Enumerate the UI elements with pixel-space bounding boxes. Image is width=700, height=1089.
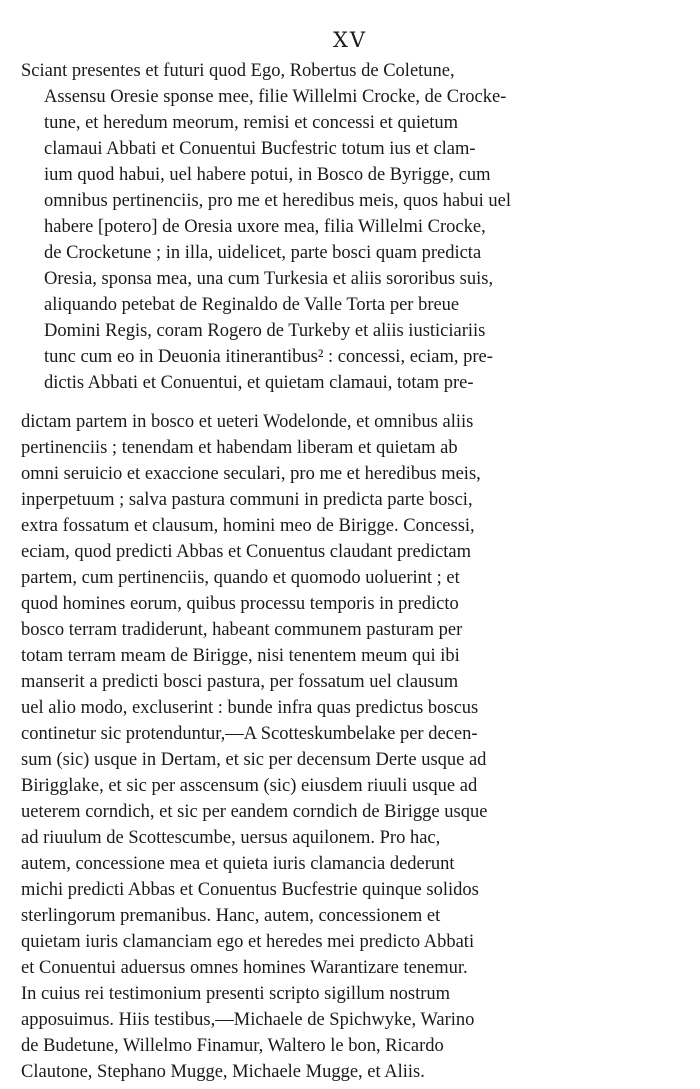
- text-line: pertinenciis ; tenendam et habendam liberam et quietam ab: [21, 438, 458, 458]
- text-line: totam terram meam de Birigge, nisi tenentem meum qui ibi: [21, 646, 460, 666]
- text-line: et Conuentui aduersus omnes homines Warantizare tenemur.: [21, 958, 468, 978]
- text-line: quietam iuris clamanciam ego et heredes mei predicto Abbati: [21, 932, 475, 952]
- text-line: inperpetuum ; salva pastura communi in predicta parte bosci,: [21, 490, 473, 510]
- text-line: tunc cum eo in Deuonia itinerantibus² : concessi, eciam, pre-: [44, 347, 493, 367]
- text-line: extra fossatum et clausum, homini meo de Birigge. Concessi,: [21, 516, 475, 536]
- text-line: sterlingorum premanibus. Hanc, autem, concessionem et: [21, 906, 441, 926]
- text-line: omni seruicio et exaccione seculari, pro me et heredibus meis,: [21, 464, 481, 484]
- text-line: quod homines eorum, quibus processu temporis in predicto: [21, 594, 459, 614]
- text-line: Oresia, sponsa mea, una cum Turkesia et aliis sororibus suis,: [44, 269, 494, 289]
- text-line: apposuimus. Hiis testibus,—Michaele de Spichwyke, Warino: [21, 1010, 475, 1030]
- text-line: ad riuulum de Scottescumbe, uersus aquilonem. Pro hac,: [21, 828, 441, 848]
- text-line: ueterem corndich, et sic per eandem corndich de Birigge usque: [21, 802, 488, 822]
- text-line: uel alio modo, excluserint : bunde infra quas predictus boscus: [21, 698, 479, 718]
- text-line: autem, concessione mea et quieta iuris clamancia dederunt: [21, 854, 455, 874]
- text-line: de Crocketune ; in illa, uidelicet, parte bosci quam predicta: [44, 243, 482, 263]
- text-line: dictis Abbati et Conuentui, et quietam clamaui, totam pre-: [44, 373, 474, 393]
- text-line: Assensu Oresie sponse mee, filie Willelmi Crocke, de Crocke-: [44, 87, 507, 107]
- text-line: aliquando petebat de Reginaldo de Valle Torta per breue: [44, 295, 460, 315]
- charter-number-heading: XV: [332, 28, 368, 52]
- text-line: omnibus pertinenciis, pro me et heredibus meis, quos habui uel: [44, 191, 512, 211]
- text-line: bosco terram tradiderunt, habeant communem pasturam per: [21, 620, 463, 640]
- text-line: de Budetune, Willelmo Finamur, Waltero le bon, Ricardo: [21, 1036, 444, 1056]
- text-line: Domini Regis, coram Rogero de Turkeby et aliis iusticiariis: [44, 321, 486, 341]
- text-line: In cuius rei testimonium presenti scripto sigillum nostrum: [21, 984, 451, 1004]
- text-line: michi predicti Abbas et Conuentus Bucfestrie quinque solidos: [21, 880, 479, 900]
- text-line: dictam partem in bosco et ueteri Wodelonde, et omnibus aliis: [21, 412, 474, 432]
- text-line: Clautone, Stephano Mugge, Michaele Mugge, et Aliis.: [21, 1062, 425, 1082]
- text-line: tune, et heredum meorum, remisi et concessi et quietum: [44, 113, 459, 133]
- text-line: ium quod habui, uel habere potui, in Bosco de Byrigge, cum: [44, 165, 491, 185]
- text-line: Birigglake, et sic per asscensum (sic) eiusdem riuuli usque ad: [21, 776, 478, 796]
- text-line: Sciant presentes et futuri quod Ego, Robertus de Coletune,: [21, 61, 455, 81]
- text-line: clamaui Abbati et Conuentui Bucfestric totum ius et clam-: [44, 139, 476, 159]
- text-line: eciam, quod predicti Abbas et Conuentus claudant predictam: [21, 542, 472, 562]
- text-line: continetur sic protenduntur,—A Scotteskumbelake per decen-: [21, 724, 478, 744]
- text-line: sum (sic) usque in Dertam, et sic per decensum Derte usque ad: [21, 750, 487, 770]
- text-line: partem, cum pertinenciis, quando et quomodo uoluerint ; et: [21, 568, 460, 588]
- text-line: habere [potero] de Oresia uxore mea, filia Willelmi Crocke,: [44, 217, 486, 237]
- text-line: manserit a predicti bosci pastura, per fossatum uel clausum: [21, 672, 459, 692]
